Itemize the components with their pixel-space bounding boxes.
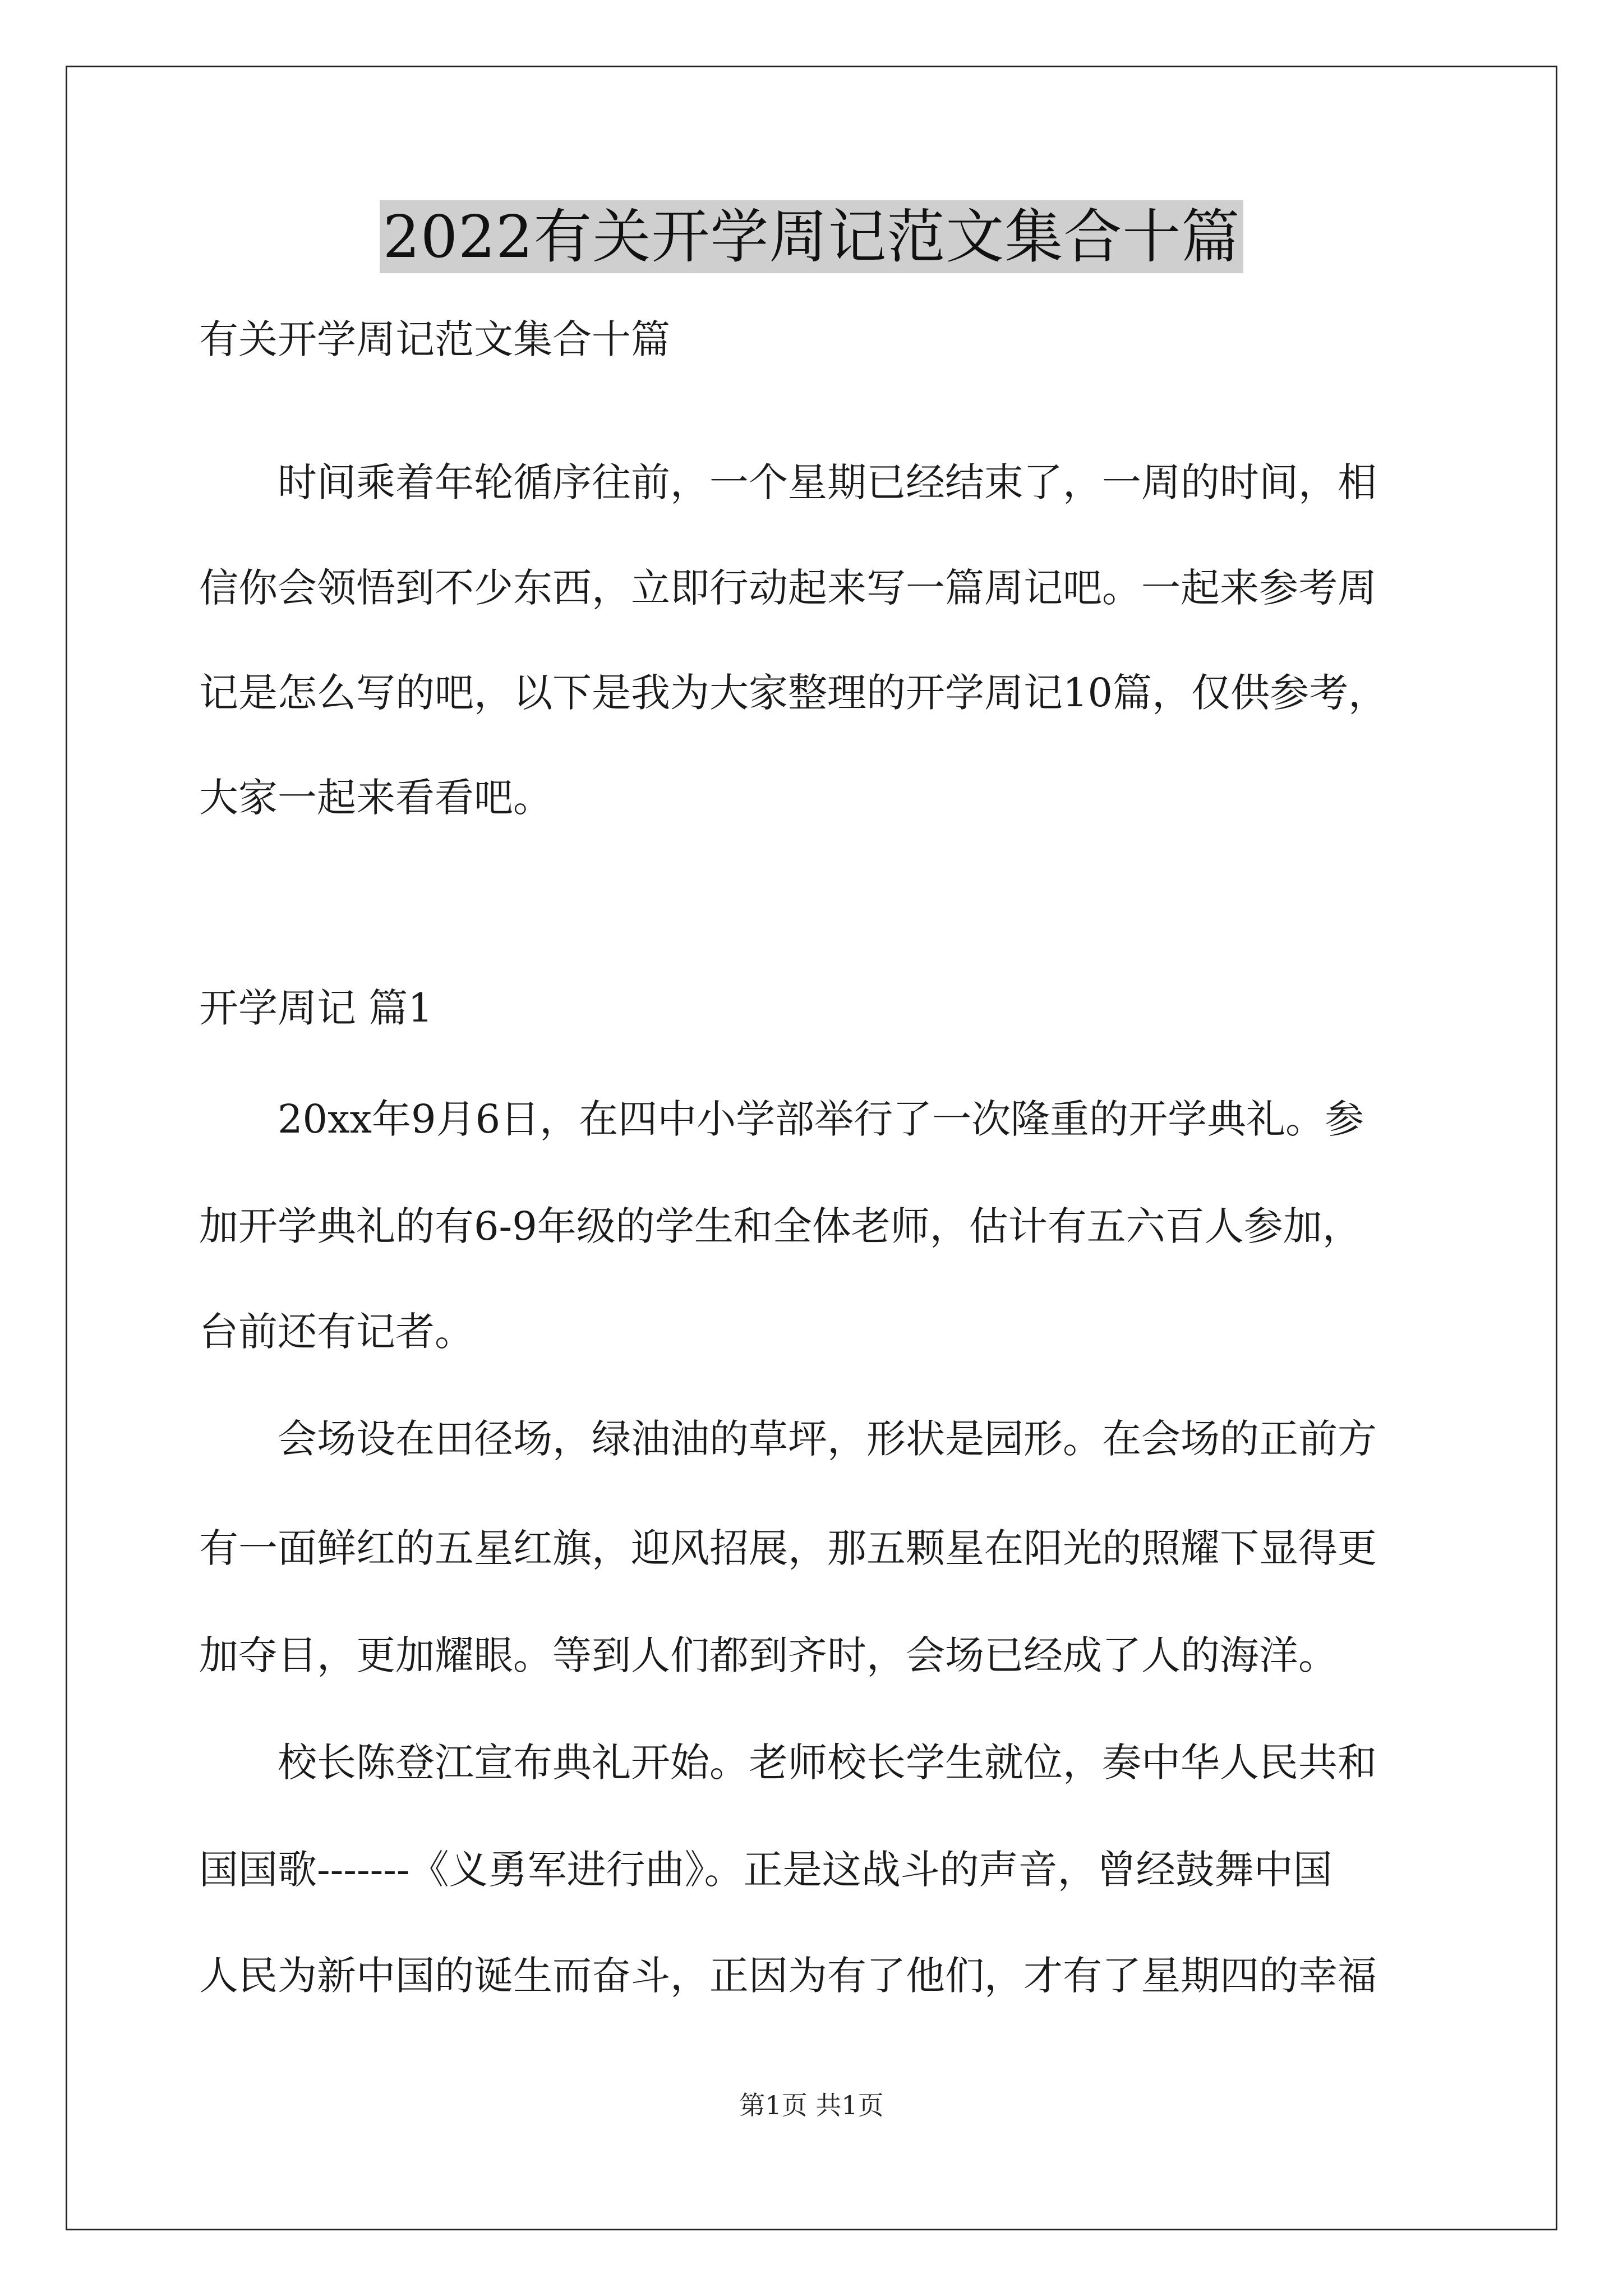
page-number: 第1页 共1页 [739, 2090, 884, 2120]
paragraph-line: 时间乘着年轮循序往前，一个星期已经结束了，一周的时间，相 [278, 459, 1377, 505]
paragraph-line: 信你会领悟到不少东西，立即行动起来写一篇周记吧。一起来参考周 [199, 565, 1377, 611]
page-border [66, 66, 1557, 2230]
paragraph-line: 加开学典礼的有6-9年级的学生和全体老师，估计有五六百人参加， [199, 1203, 1362, 1249]
paragraph-line: 记是怎么写的吧，以下是我为大家整理的开学周记10篇，仅供参考， [199, 670, 1388, 716]
paragraph-line: 校长陈登江宣布典礼开始。老师校长学生就位，奏中华人民共和 [278, 1740, 1377, 1786]
subtitle-line: 有关开学周记范文集合十篇 [199, 316, 670, 362]
paragraph-line: 20xx年9月6日，在四中小学部举行了一次隆重的开学典礼。参 [278, 1096, 1364, 1142]
paragraph-line: 会场设在田径场，绿油油的草坪，形状是园形。在会场的正前方 [278, 1416, 1377, 1462]
paragraph-line: 加夺目，更加耀眼。等到人们都到齐时，会场已经成了人的海洋。 [199, 1632, 1338, 1678]
paragraph-line: 人民为新中国的诞生而奋斗，正因为有了他们，才有了星期四的幸福 [199, 1953, 1377, 1999]
paragraph-line: 大家一起来看看吧。 [199, 775, 552, 821]
section-heading: 开学周记 篇1 [199, 985, 433, 1031]
document-title: 2022有关开学周记范文集合十篇 [380, 200, 1244, 273]
paragraph-line: 有一面鲜红的五星红旗，迎风招展，那五颗星在阳光的照耀下显得更 [199, 1525, 1377, 1571]
title-container [0, 200, 1623, 273]
paragraph-line: 台前还有记者。 [199, 1309, 474, 1355]
paragraph-line: 国国歌-------《义勇军进行曲》。正是这战斗的声音，曾经鼓舞中国 [199, 1847, 1332, 1893]
